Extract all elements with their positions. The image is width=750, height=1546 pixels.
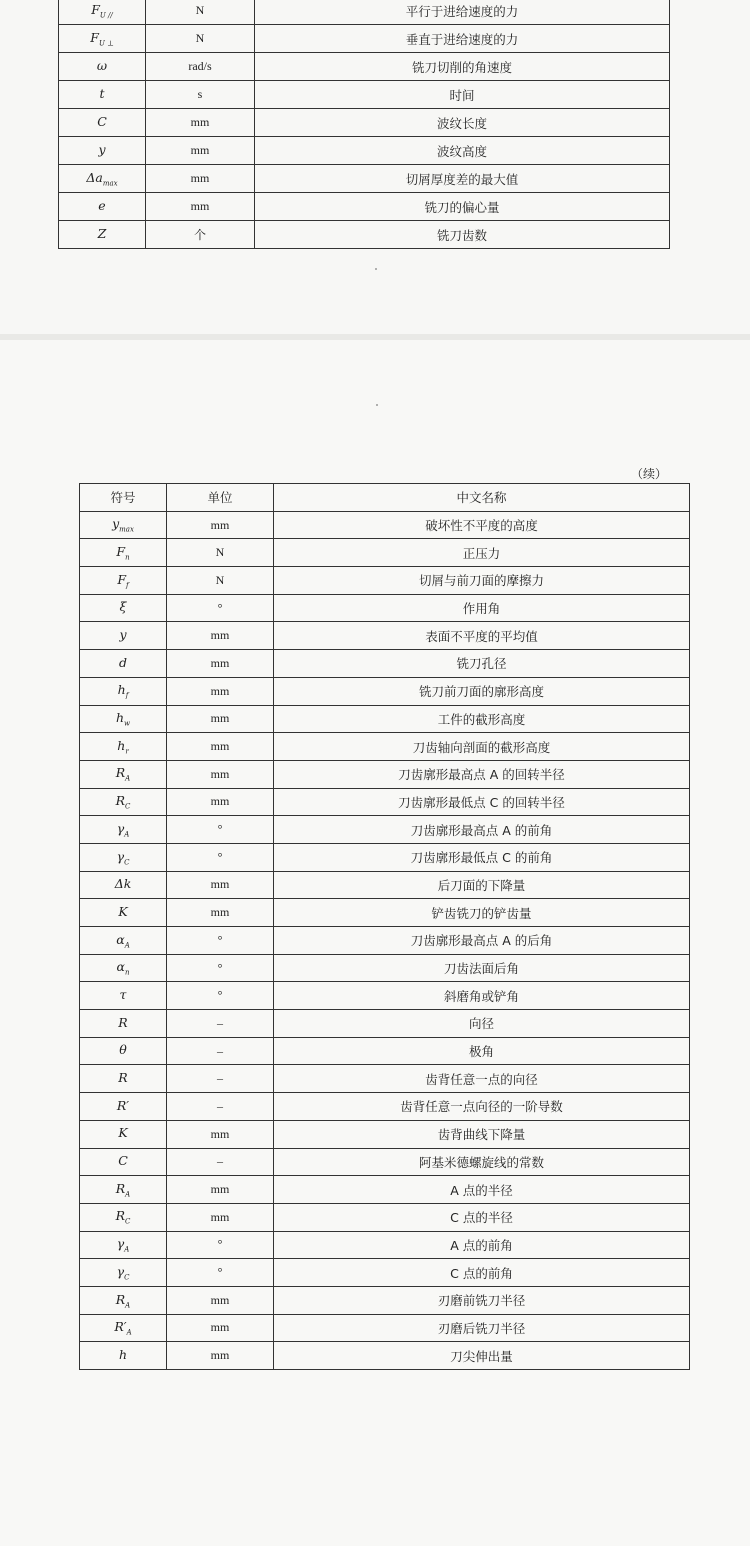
unit-cell: mm [167,677,274,705]
name-cell: 工件的截形高度 [274,705,690,733]
unit-cell: mm [167,788,274,816]
name-cell: 极角 [274,1037,690,1065]
unit-cell: mm [146,193,255,221]
table-row [80,927,690,955]
table-row [80,539,690,567]
name-cell: 垂直于进给速度的力 [255,25,670,53]
name-cell: 刀齿廓形最低点 C 的前角 [274,843,690,871]
unit-cell: mm [146,137,255,165]
table-row [59,109,670,137]
symbol-cell [80,1037,167,1065]
symbol-text: y [119,627,127,643]
symbol-subscript: r [125,747,129,756]
unit-cell: mm [167,871,274,899]
table-header-row [80,484,690,512]
table-row [59,193,670,221]
table-row [59,53,670,81]
symbol-text: h [118,1346,128,1362]
continued-label: （续） [631,467,668,481]
table-row [80,1231,690,1259]
unit-cell: 个 [146,221,255,249]
scan-speck [376,404,378,406]
symbol-text: C [118,1153,128,1169]
table-row [80,594,690,622]
table-row [80,1010,690,1038]
table-row [59,81,670,109]
table-row [80,511,690,539]
unit-cell: mm [167,1342,274,1370]
header-unit: 单位 [167,484,274,512]
symbol-text: h [117,682,126,698]
table-row [80,1148,690,1176]
symbol-subscript: n [125,553,130,562]
symbol-cell [80,927,167,955]
name-cell: 向径 [274,1010,690,1038]
symbol-table-bottom [79,483,690,1370]
unit-cell: mm [167,622,274,650]
name-cell: 齿背任意一点向径的一阶导数 [274,1093,690,1121]
table-row [80,760,690,788]
symbol-text: α [116,931,125,947]
symbol-cell [80,539,167,567]
unit-cell: s [146,81,255,109]
table-row [80,567,690,595]
table-row [80,622,690,650]
table-row [80,871,690,899]
symbol-table-bottom-body [80,511,690,1369]
unit-cell: ° [167,594,274,622]
unit-cell: ° [167,954,274,982]
symbol-cell [80,1148,167,1176]
symbol-text: C [97,113,107,129]
symbol-subscript: w [124,719,131,728]
unit-cell: mm [167,511,274,539]
name-cell: 铣刀孔径 [274,650,690,678]
symbol-subscript: A [125,1301,131,1310]
unit-cell: ° [167,843,274,871]
name-cell: 波纹高度 [255,137,670,165]
symbol-text: t [99,85,105,101]
unit-cell: mm [167,650,274,678]
symbol-subscript: f [125,691,129,700]
symbol-subscript: A [125,1190,131,1199]
name-cell: 刀齿法面后角 [274,954,690,982]
symbol-cell [80,871,167,899]
symbol-text: R [118,1014,128,1030]
symbol-cell [80,843,167,871]
table-row [59,165,670,193]
table-row [80,899,690,927]
symbol-cell [80,677,167,705]
symbol-cell [80,594,167,622]
symbol-text: θ [119,1042,127,1058]
symbol-cell [80,622,167,650]
symbol-text: K [118,1125,128,1141]
unit-cell: N [167,567,274,595]
table-row [80,1120,690,1148]
symbol-cell [59,193,146,221]
symbol-subscript: n [124,968,130,977]
unit-cell: – [167,1037,274,1065]
symbol-cell [80,650,167,678]
unit-cell: N [146,0,255,25]
name-cell: 时间 [255,81,670,109]
symbol-text: F [90,29,99,45]
symbol-subscript: U ⊥ [98,39,114,48]
name-cell: 作用角 [274,594,690,622]
symbol-text: γ [116,1263,125,1279]
table-row [80,1093,690,1121]
symbol-subscript: C [124,858,130,867]
symbol-text: F [91,1,100,17]
table-row [80,650,690,678]
table-row [80,705,690,733]
symbol-text: R [115,1291,126,1307]
symbol-cell [80,982,167,1010]
symbol-text: Z [97,225,107,241]
symbol-subscript: A [124,941,130,950]
name-cell: 平行于进给速度的力 [255,0,670,25]
unit-cell: mm [167,1286,274,1314]
symbol-subscript: f [126,581,129,590]
symbol-cell [59,53,146,81]
table-row [59,25,670,53]
table-row [80,982,690,1010]
name-cell: 后刀面的下降量 [274,871,690,899]
symbol-text: K [118,903,128,919]
unit-cell: – [167,1065,274,1093]
name-cell: 表面不平度的平均值 [274,622,690,650]
symbol-text: Δk [114,876,132,892]
name-cell: 波纹长度 [255,109,670,137]
symbol-text: F [116,543,126,559]
name-cell: 铣刀的偏心量 [255,193,670,221]
name-cell: A 点的半径 [274,1176,690,1204]
symbol-cell [80,1120,167,1148]
symbol-text: R [115,765,126,781]
unit-cell: mm [167,1176,274,1204]
unit-cell: mm [167,1314,274,1342]
symbol-subscript: C [125,1217,131,1226]
symbol-cell [59,0,146,25]
name-cell: 切屑厚度差的最大值 [255,165,670,193]
table-row [59,221,670,249]
table-row [80,1286,690,1314]
symbol-cell [80,1176,167,1204]
unit-cell: mm [167,899,274,927]
unit-cell: N [167,539,274,567]
name-cell: 铣刀齿数 [255,221,670,249]
symbol-text: ω [96,57,108,73]
name-cell: C 点的前角 [274,1259,690,1287]
symbol-text: R [115,1208,126,1224]
symbol-cell [59,25,146,53]
name-cell: 刀齿廓形最高点 A 的前角 [274,816,690,844]
name-cell: 正压力 [274,539,690,567]
symbol-text: y [112,516,120,532]
name-cell: 铣刀切削的角速度 [255,53,670,81]
symbol-cell [80,1093,167,1121]
symbol-subscript: A [124,1245,130,1254]
symbol-cell [80,954,167,982]
unit-cell: ° [167,1231,274,1259]
table-row [80,1203,690,1231]
unit-cell: – [167,1093,274,1121]
table-row [80,733,690,761]
unit-cell: ° [167,982,274,1010]
symbol-text: R [115,1180,126,1196]
unit-cell: rad/s [146,53,255,81]
symbol-cell [80,1231,167,1259]
symbol-text: R [118,1070,128,1086]
table-row [80,954,690,982]
unit-cell: mm [167,733,274,761]
symbol-cell [59,221,146,249]
name-cell: C 点的半径 [274,1203,690,1231]
symbol-text: e [98,197,106,213]
symbol-text: d [118,654,127,670]
symbol-subscript: max [102,179,118,188]
symbol-cell [80,1065,167,1093]
symbol-cell [59,81,146,109]
name-cell: 铣刀前刀面的廓形高度 [274,677,690,705]
header-symbol: 符号 [80,484,167,512]
symbol-cell [80,899,167,927]
symbol-subscript: C [124,1273,130,1282]
name-cell: 刀齿廓形最高点 A 的回转半径 [274,760,690,788]
unit-cell: mm [167,705,274,733]
table-row [59,0,670,25]
name-cell: 刀齿轴向剖面的截形高度 [274,733,690,761]
symbol-subscript: A [124,830,130,839]
symbol-cell [80,567,167,595]
unit-cell: N [146,25,255,53]
unit-cell: mm [146,109,255,137]
symbol-cell [80,511,167,539]
unit-cell: mm [167,760,274,788]
symbol-text: ξ [119,599,127,615]
symbol-cell [80,760,167,788]
symbol-cell [80,1259,167,1287]
name-cell: 斜磨角或铲角 [274,982,690,1010]
unit-cell: mm [167,1203,274,1231]
symbol-text: γ [116,820,125,836]
name-cell: 阿基米德螺旋线的常数 [274,1148,690,1176]
symbol-text: h [115,710,125,726]
symbol-cell [80,733,167,761]
symbol-subscript: C [125,802,131,811]
unit-cell: – [167,1148,274,1176]
name-cell: 刃磨前铣刀半径 [274,1286,690,1314]
symbol-cell [59,165,146,193]
symbol-text: γ [116,848,125,864]
symbol-cell [80,705,167,733]
symbol-text: R [115,793,126,809]
name-cell: 刀齿廓形最高点 A 的后角 [274,927,690,955]
table-row [80,1065,690,1093]
symbol-text: γ [116,1236,125,1252]
unit-cell: – [167,1010,274,1038]
unit-cell: mm [167,1120,274,1148]
name-cell: 刀齿廓形最低点 C 的回转半径 [274,788,690,816]
name-cell: 齿背任意一点的向径 [274,1065,690,1093]
table-row [80,843,690,871]
name-cell: 齿背曲线下降量 [274,1120,690,1148]
symbol-text: α [116,959,125,975]
symbol-text: y [98,141,106,157]
symbol-subscript: A [126,1328,132,1337]
table-row [80,788,690,816]
symbol-cell [80,1010,167,1038]
symbol-text: τ [119,986,127,1002]
name-cell: 破坏性不平度的高度 [274,511,690,539]
unit-cell: ° [167,1259,274,1287]
header-name: 中文名称 [274,484,690,512]
symbol-text: R′ [114,1319,127,1335]
symbol-cell [80,1314,167,1342]
symbol-cell [80,1342,167,1370]
symbol-cell [59,137,146,165]
table-row [80,677,690,705]
symbol-text: R′ [116,1097,130,1113]
table-row [80,1037,690,1065]
symbol-table-top-body [59,0,670,249]
unit-cell: mm [146,165,255,193]
symbol-cell [80,1286,167,1314]
name-cell: 切屑与前刀面的摩擦力 [274,567,690,595]
symbol-text: F [117,571,127,587]
symbol-text: Δa [86,169,103,185]
symbol-subscript: A [125,774,131,783]
symbol-subscript: U // [99,11,113,20]
symbol-cell [80,788,167,816]
name-cell: 刃磨后铣刀半径 [274,1314,690,1342]
symbol-subscript: max [119,525,134,534]
table-row [80,816,690,844]
table-row [59,137,670,165]
table-row [80,1259,690,1287]
name-cell: 刀尖伸出量 [274,1342,690,1370]
symbol-cell [80,1203,167,1231]
table-row [80,1176,690,1204]
table-row [80,1314,690,1342]
symbol-cell [80,816,167,844]
name-cell: A 点的前角 [274,1231,690,1259]
scan-speck [375,268,377,270]
symbol-cell [59,109,146,137]
symbol-text: h [117,737,126,753]
name-cell: 铲齿铣刀的铲齿量 [274,899,690,927]
unit-cell: ° [167,816,274,844]
table-row [80,1342,690,1370]
unit-cell: ° [167,927,274,955]
symbol-table-top [58,0,670,249]
